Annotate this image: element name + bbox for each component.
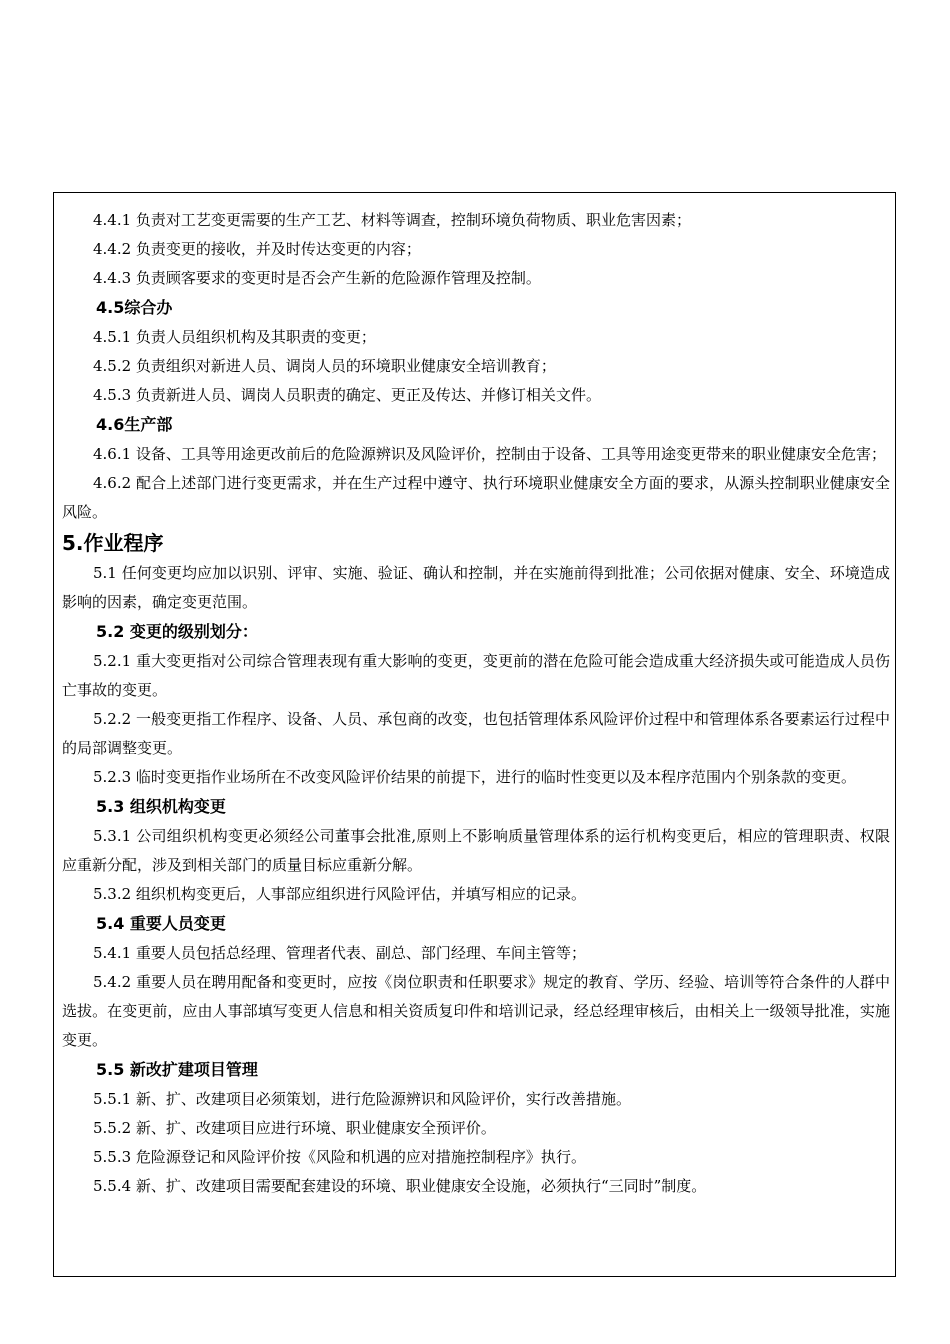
paragraph: 5.5.3 危险源登记和风险评价按《风险和机遇的应对措施控制程序》执行。	[93, 1148, 586, 1166]
paragraph: 5.3.2 组织机构变更后，人事部应组织进行风险评估，并填写相应的记录。	[93, 885, 586, 903]
paragraph: 4.4.1 负责对工艺变更需要的生产工艺、材料等调查，控制环境负荷物质、职业危害因素；	[93, 211, 691, 229]
paragraph: 5.5.1 新、扩、改建项目必须策划，进行危险源辨识和风险评价，实行改善措施。	[93, 1090, 631, 1108]
section-heading: 5.2 变更的级别划分：	[96, 622, 258, 641]
paragraph: 5.5.4 新、扩、改建项目需要配套建设的环境、职业健康安全设施，必须执行“三同时”制度。	[93, 1177, 707, 1195]
section-heading: 4.5综合办	[96, 298, 173, 317]
paragraph: 5.2.3 临时变更指作业场所在不改变风险评价结果的前提下，进行的临时性变更以及本程序范围内个别条款的变更。	[93, 768, 856, 786]
paragraph: 4.6.2 配合上述部门进行变更需求，并在生产过程中遵守、执行环境职业健康安全方面的要求，从源头控制职业健康安全风险。	[62, 474, 890, 521]
chapter-heading: 5.作业程序	[62, 531, 164, 555]
paragraph: 5.5.2 新、扩、改建项目应进行环境、职业健康安全预评价。	[93, 1119, 496, 1137]
section-heading: 5.4 重要人员变更	[96, 914, 226, 933]
paragraph: 5.1 任何变更均应加以识别、评审、实施、验证、确认和控制，并在实施前得到批准；公司依据对健康、安全、环境造成影响的因素，确定变更范围。	[62, 564, 890, 611]
paragraph: 5.4.1 重要人员包括总经理、管理者代表、副总、部门经理、车间主管等；	[93, 944, 586, 962]
paragraph: 4.5.1 负责人员组织机构及其职责的变更；	[93, 328, 376, 346]
paragraph: 4.5.2 负责组织对新进人员、调岗人员的环境职业健康安全培训教育；	[93, 357, 556, 375]
paragraph: 5.3.1 公司组织机构变更必须经公司董事会批准,原则上不影响质量管理体系的运行机构变更后，相应的管理职责、权限应重新分配，涉及到相关部门的质量目标应重新分解。	[62, 827, 890, 874]
paragraph: 4.4.3 负责顾客要求的变更时是否会产生新的危险源作管理及控制。	[93, 269, 541, 287]
paragraph: 5.2.2 一般变更指工作程序、设备、人员、承包商的改变，也包括管理体系风险评价过程中和管理体系各要素运行过程中的局部调整变更。	[62, 710, 890, 757]
paragraph: 5.2.1 重大变更指对公司综合管理表现有重大影响的变更，变更前的潜在危险可能会造成重大经济损失或可能造成人员伤亡事故的变更。	[62, 652, 890, 699]
paragraph: 5.4.2 重要人员在聘用配备和变更时，应按《岗位职责和任职要求》规定的教育、学历、经验、培训等符合条件的人群中选拔。在变更前，应由人事部填写变更人信息和相关资质复印件和培训记录，经总经理审核后，由相关上一级领导批准，实施变更。	[62, 973, 890, 1049]
paragraph: 4.4.2 负责变更的接收，并及时传达变更的内容；	[93, 240, 421, 258]
section-heading: 5.3 组织机构变更	[96, 797, 226, 816]
section-heading: 4.6生产部	[96, 415, 173, 434]
paragraph: 4.6.1 设备、工具等用途更改前后的危险源辨识及风险评价，控制由于设备、工具等用途变更带来的职业健康安全危害；	[93, 445, 886, 463]
paragraph: 4.5.3 负责新进人员、调岗人员职责的确定、更正及传达、并修订相关文件。	[93, 386, 601, 404]
section-heading: 5.5 新改扩建项目管理	[96, 1060, 258, 1079]
document-body	[62, 206, 890, 1201]
